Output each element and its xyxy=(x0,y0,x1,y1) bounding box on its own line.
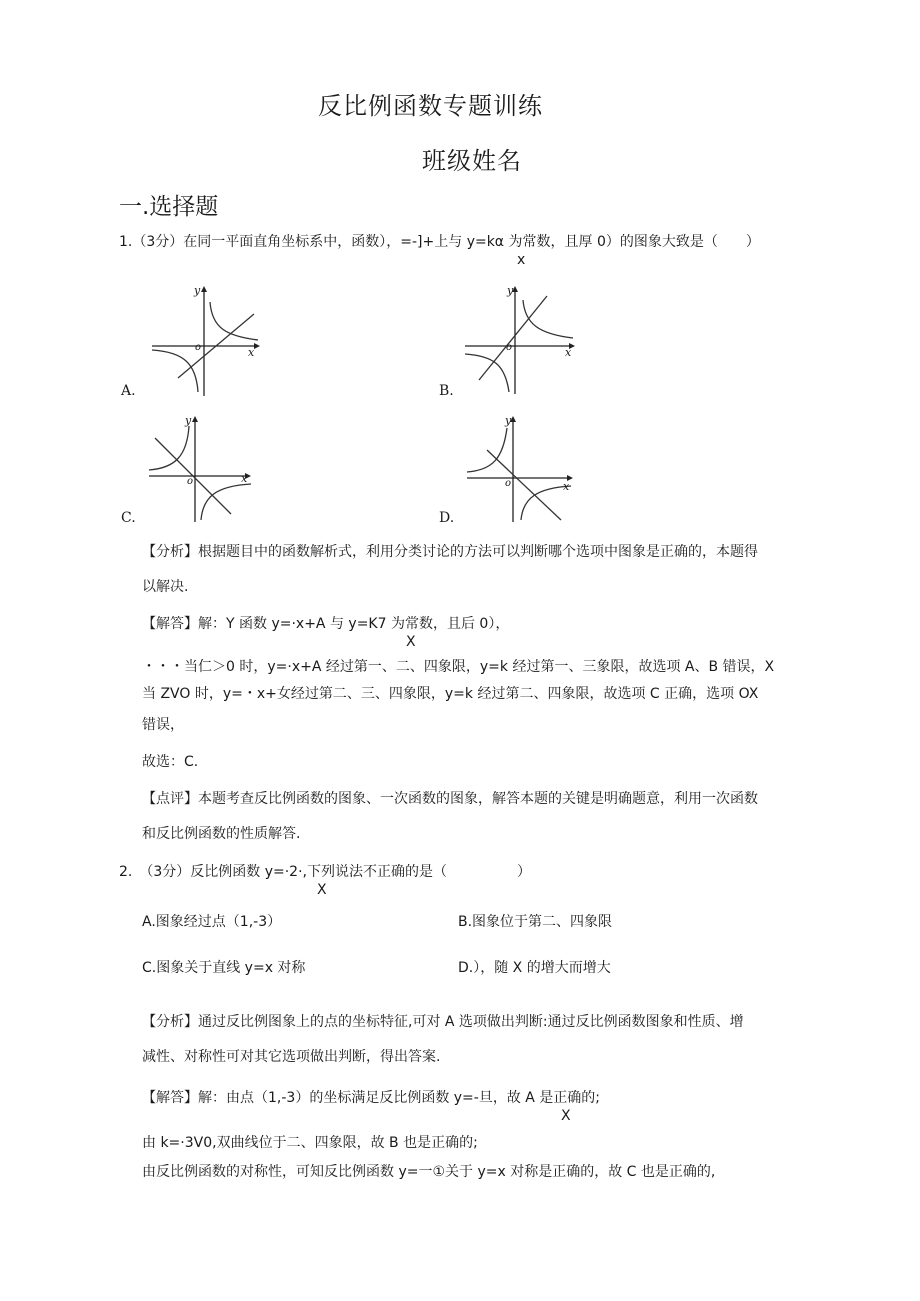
graph-a-origin-label: o xyxy=(195,342,202,353)
q2-solution-line-1: 【解答】解：由点（1,-3）的坐标满足反比例函数 y=-旦，故 A 是正确的; xyxy=(142,1090,601,1106)
section-heading: 一.选择题 xyxy=(119,194,219,220)
q1-option-a-letter: A. xyxy=(121,383,136,399)
graph-c-y-label: y xyxy=(185,414,192,427)
q1-solution-line-1: 【解答】解：Y 函数 y=·x+A 与 y=K7 为常数，且后 0）， xyxy=(142,616,510,632)
q2-stem-x: X xyxy=(317,882,327,898)
q2-analysis-line-1: 【分析】通过反比例图象上的点的坐标特征,可对 A 选项做出判断:通过反比例函数图象和性质、增 xyxy=(142,1014,744,1030)
graph-c-origin-label: o xyxy=(187,476,194,487)
q2-option-c: C.图象关于直线 y=x 对称 xyxy=(142,960,306,976)
graph-b-y-label: y xyxy=(507,284,514,297)
q2-solution-x: X xyxy=(561,1108,571,1124)
graph-b-origin-label: o xyxy=(506,342,513,353)
q1-stem-x: x xyxy=(517,252,526,268)
q1-option-b-letter: B. xyxy=(439,383,454,399)
graph-c-x-label: x xyxy=(241,472,248,485)
q2-option-d: D.），随 X 的增大而增大 xyxy=(458,960,611,976)
q1-analysis-line-1: 【分析】根据题目中的函数解析式，利用分类讨论的方法可以判断哪个选项中图象是正确的，本题得 xyxy=(142,544,758,560)
graph-a-y-label: y xyxy=(194,284,201,297)
q1-comment-line-1: 【点评】本题考查反比例函数的图象、一次函数的图象，解答本题的关键是明确题意，利用一次函数 xyxy=(142,791,758,807)
q2-option-a: A.图象经过点（1,-3） xyxy=(142,914,282,930)
graph-d-x-label: x xyxy=(563,480,570,493)
graph-c xyxy=(147,414,255,524)
q1-solution-x: X xyxy=(406,634,416,650)
graph-b-x-label: x xyxy=(565,346,572,359)
document-subtitle: 班级姓名 xyxy=(422,147,522,175)
document-title: 反比例函数专题训练 xyxy=(318,92,543,120)
q1-stem: 1.（3分）在同一平面直角坐标系中，函数），=-]+上与 y=kα 为常数，且厚 0）的图象大致是（ ） xyxy=(119,234,760,250)
q2-option-b: B.图象位于第二、四象限 xyxy=(458,914,613,930)
graph-b xyxy=(463,284,579,396)
graph-a-x-label: x xyxy=(248,346,255,359)
q2-solution-line-2: 由 k=·3V0,双曲线位于二、四象限，故 B 也是正确的; xyxy=(142,1135,478,1151)
q1-solution-line-2: ・・・当仁＞0 时，y=·x+A 经过第一、二、四象限，y=k 经过第一、三象限，故选项 A、B 错误，X xyxy=(142,659,775,675)
q2-analysis-line-2: 减性、对称性可对其它选项做出判断，得出答案. xyxy=(142,1049,441,1065)
graph-d-y-label: y xyxy=(505,414,512,427)
q1-option-d-letter: D. xyxy=(439,510,455,526)
graph-d xyxy=(465,414,577,524)
q1-analysis-line-2: 以解决. xyxy=(142,579,189,595)
q1-solution-line-3: 当 ZVO 时，y=・x+女经过第二、三、四象限，y=k 经过第二、四象限，故选项 C 正确，选项 OX xyxy=(142,686,759,702)
graph-a xyxy=(150,284,262,398)
graph-d-origin-label: o xyxy=(505,478,512,489)
q2-solution-line-3: 由反比例函数的对称性，可知反比例函数 y=一①关于 y=x 对称是正确的，故 C 也是正确的, xyxy=(142,1164,716,1180)
q1-solution-line-4: 错误， xyxy=(142,717,184,733)
q2-stem: 2. （3分）反比例函数 y=·2·,下列说法不正确的是（ ） xyxy=(119,864,531,880)
q1-comment-line-2: 和反比例函数的性质解答. xyxy=(142,826,301,842)
q1-option-c-letter: C. xyxy=(121,510,136,526)
q1-choice: 故选：C. xyxy=(142,754,199,770)
